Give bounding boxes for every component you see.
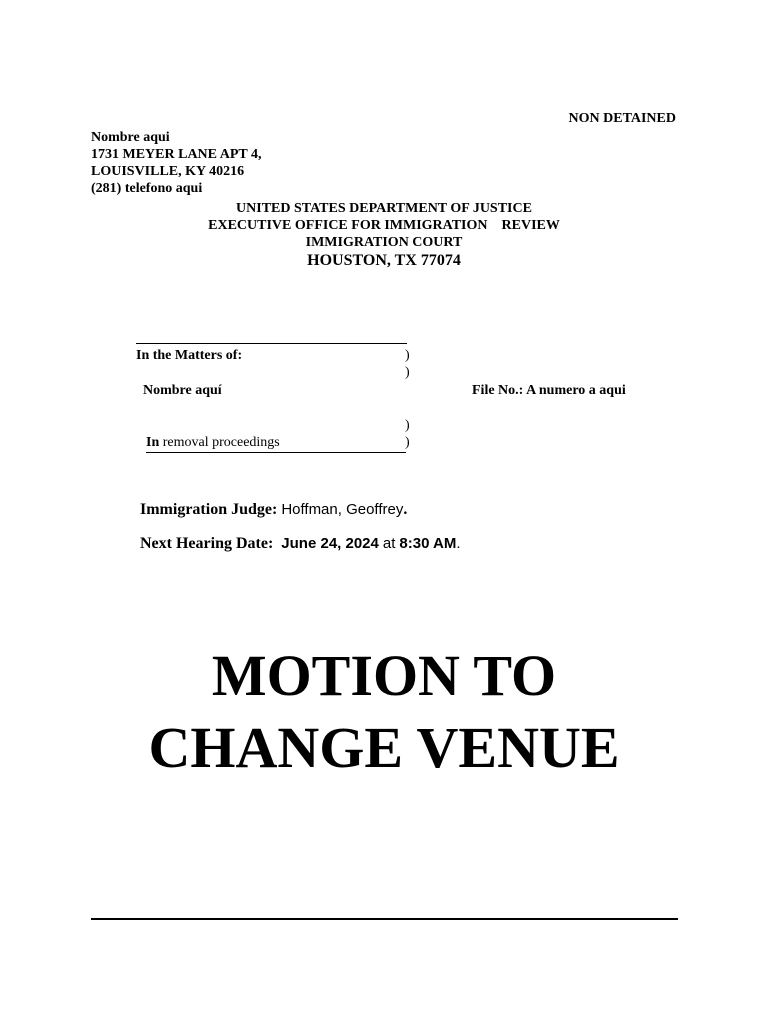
judge-name: Hoffman, Geoffrey — [281, 501, 404, 518]
court-name: IMMIGRATION COURT — [305, 235, 463, 250]
caption-top-rule — [136, 343, 407, 344]
motion-title-line2: CHANGE VENUE — [148, 715, 620, 780]
file-no-value: A numero a aqui — [526, 383, 626, 398]
judge-period: . — [403, 501, 408, 518]
judge-line — [140, 500, 407, 520]
hearing-end-period: . — [456, 535, 461, 552]
court-office: EXECUTIVE OFFICE FOR IMMIGRATION REVIEW — [208, 218, 560, 233]
judge-label: Immigration Judge: — [140, 501, 278, 518]
motion-title — [0, 640, 768, 784]
hearing-time-value: 8:30 AM — [399, 535, 457, 552]
caption-paren: ) — [405, 435, 410, 450]
court-header — [0, 200, 768, 271]
sender-address-line2: LOUISVILLE, KY 40216 — [91, 164, 245, 179]
matters-label: In the Matters of: — [136, 348, 243, 363]
hearing-at-text: at — [382, 535, 396, 552]
caption-paren: ) — [405, 418, 410, 433]
court-department: UNITED STATES DEPARTMENT OF JUSTICE — [236, 201, 532, 216]
bottom-rule — [91, 918, 678, 920]
proceedings-line — [146, 434, 406, 453]
caption-paren: ) — [405, 348, 410, 363]
proceedings-text: removal proceedings — [162, 435, 280, 450]
hearing-date-label: Next Hearing Date: — [140, 535, 274, 552]
file-number — [472, 382, 626, 399]
sender-address-line1: 1731 MEYER LANE APT 4, — [91, 147, 262, 162]
motion-title-line1: MOTION TO — [211, 643, 557, 708]
file-no-label: File No.: — [472, 383, 524, 398]
court-city: HOUSTON, TX 77074 — [307, 252, 461, 269]
hearing-date-value: June 24, 2024 — [281, 535, 379, 552]
respondent-name: Nombre aquí — [143, 383, 222, 398]
caption-paren: ) — [405, 365, 410, 380]
sender-phone: (281) telefono aqui — [91, 181, 203, 196]
sender-block — [91, 129, 261, 197]
proceedings-prefix: In — [146, 435, 160, 450]
detention-status: NON DETAINED — [568, 111, 676, 126]
sender-name: Nombre aqui — [91, 130, 170, 145]
hearing-date-line — [140, 534, 461, 554]
